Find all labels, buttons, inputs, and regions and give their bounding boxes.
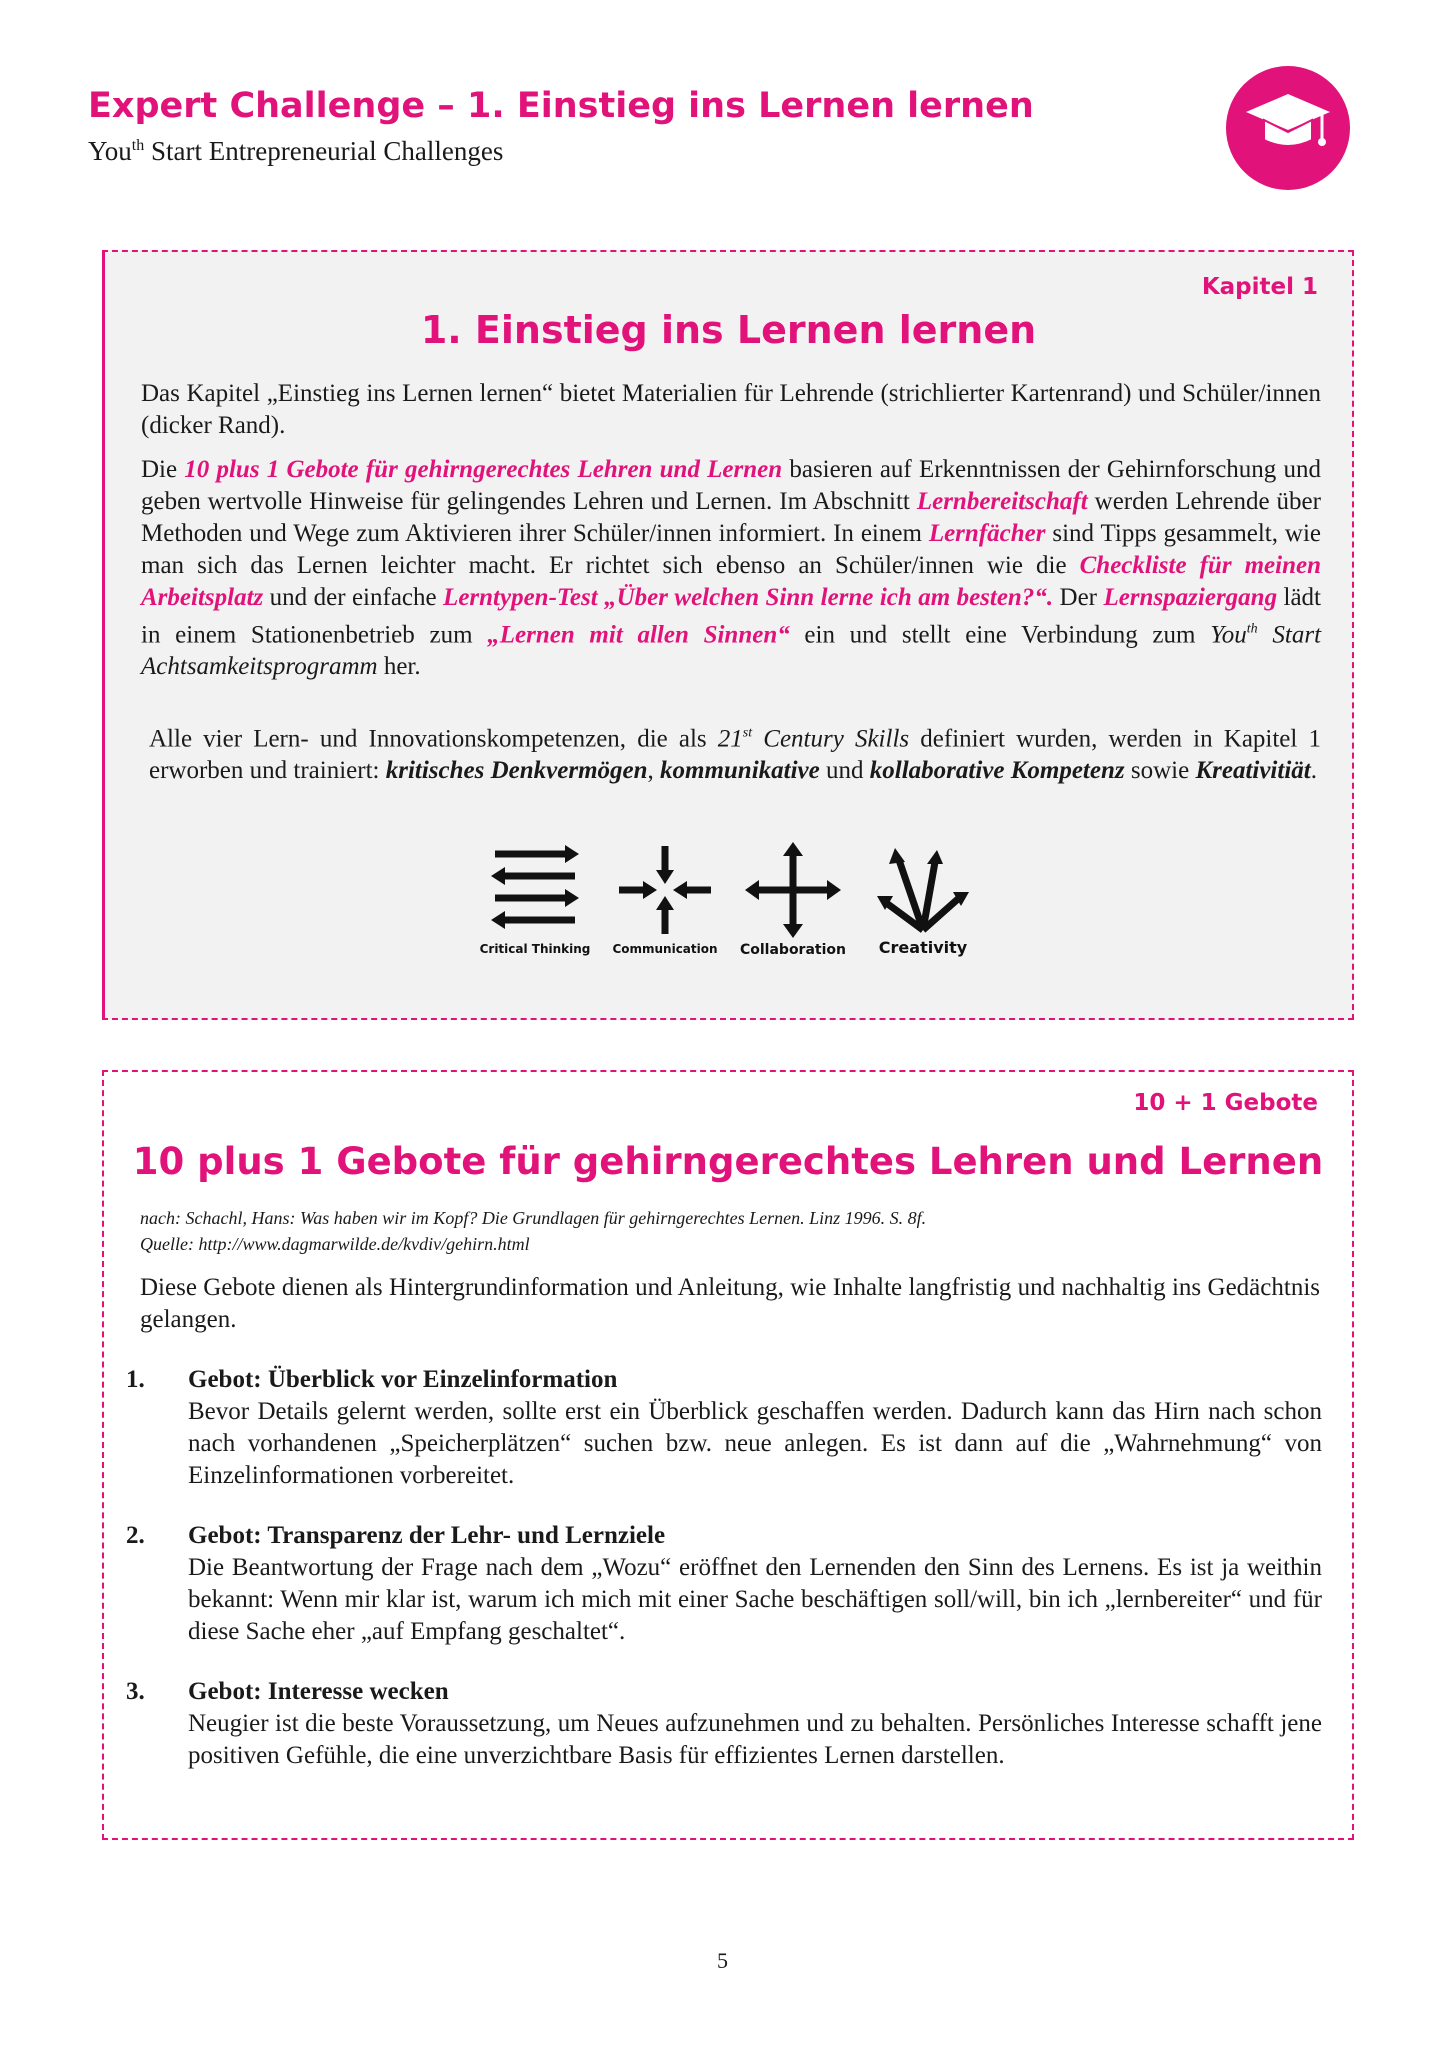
chapter-tag: Kapitel 1 <box>1201 274 1318 300</box>
commandments-card: 10 + 1 Gebote 10 plus 1 Gebote für gehirngerechtes Lehren und Lernen nach: Schachl, Hans: Was haben wir im Kopf? Die Grundlagen für gehirngerechtes Lernen. Linz 1996. S. 8f. Quelle: http://www.dagmarwilde.de/kvdiv/gehirn.html Diese Gebote dienen als Hintergrundinformation und Anleitung, wie Inhalte langfristig und nachhaltig ins Gedächtnis gelangen. 1. Gebot: Überblick vor Einzelinformation Bevor Details gelernt werden, sollte erst ein Überblick geschaffen werden. Dadurch kann das Hirn nach schon nach vorhandenen „Speicherplätzen“ suchen bzw. neue anlegen. Es ist dann auf die „Wahrnehmung“ von Einzelinformationen vorbereitet. 2. Gebot: Transparenz der Lehr- und Lernziele Die Beantwortung der Frage nach dem „Wozu“ eröffnet den Lernenden den Sinn des Lernens. Es ist ja weithin bekannt: Wenn mir klar ist, warum ich mich mit einer Sache beschäftigen soll/will, bin ich „lernbereiter“ und für diese Sache eher „auf Empfang geschaltet“. 3. Gebot: Interesse wecken Neugier ist die beste Voraussetzung, um Neues aufzunehmen und zu behalten. Persönliches Interesse schafft jene positiven Gefühle, die eine unverzichtbare Basis für effizientes Lernen darstellen. <box>102 1070 1354 1840</box>
graduation-cap-icon <box>1244 90 1332 160</box>
commandment-text: Die Beantwortung der Frage nach dem „Wozu“ eröffnet den Lernenden den Sinn des Lernens. Es ist ja weithin bekannt: Wenn mir klar ist, warum ich mich mit einer Sache beschäftigen soll/will, bin ich „lernbereiter“ und für diese Sache eher „auf Empfang geschaltet“. <box>188 1554 1322 1645</box>
chapter-title: 1. Einstieg ins Lernen lernen <box>420 308 1037 352</box>
commandment-text: Neugier ist die beste Voraussetzung, um Neues aufzunehmen und zu behalten. Persönliches Interesse schafft jene positiven Gefühle, die eine unverzichtbare Basis für effizientes Lernen darstellen. <box>188 1710 1322 1769</box>
skill-label: Critical Thinking <box>479 942 591 956</box>
commandments-intro: Diese Gebote dienen als Hintergrundinformation und Anleitung, wie Inhalte langfristig und nachhaltig ins Gedächtnis gelangen. <box>140 1274 1320 1333</box>
communication-icon <box>615 842 715 938</box>
critical-thinking-icon <box>485 842 585 938</box>
commandment-text: Bevor Details gelernt werden, sollte erst ein Überblick geschaffen werden. Dadurch kann das Hirn nach schon nach vorhandenen „Speicherplätzen“ suchen bzw. neue anlegen. Es ist dann auf die „Wahrnehmung“ von Einzelinformationen vorbereitet. <box>188 1398 1322 1489</box>
commandment-heading: Gebot: Interesse wecken <box>188 1678 449 1705</box>
skill-label: Creativity <box>878 938 968 957</box>
commandments-title: 10 plus 1 Gebote für gehirngerechtes Lehren und Lernen <box>132 1140 1324 1183</box>
logo <box>1226 66 1350 190</box>
source-citation: nach: Schachl, Hans: Was haben wir im Kopf? Die Grundlagen für gehirngerechtes Lernen. Linz 1996. S. 8f. <box>140 1208 927 1228</box>
creativity-icon <box>873 842 973 934</box>
skills-icons <box>479 842 1005 972</box>
source-url: Quelle: http://www.dagmarwilde.de/kvdiv/gehirn.html <box>140 1234 530 1254</box>
chapter-card <box>102 250 1354 1020</box>
skills-paragraph: Alle vier Lern- und Innovationskompetenzen, die als 21st Century Skills definiert wurden, werden in Kapitel 1 erworben und trainiert: kritisches Denkvermögen, kommunikative und kollaborative Kompetenz sowie Kreativitiät. <box>149 725 1321 785</box>
skill-collaboration <box>723 842 863 958</box>
skill-label: Communication <box>612 942 718 956</box>
skill-communication <box>595 842 735 956</box>
commandment-heading: Gebot: Überblick vor Einzelinformation <box>188 1366 618 1393</box>
skill-creativity <box>853 842 993 957</box>
commandments-tag: 10 + 1 Gebote <box>1133 1090 1318 1116</box>
chapter-intro: Das Kapitel „Einstieg ins Lernen lernen“ bietet Materialien für Lehrende (strichlierter Kartenrand) und Schüler/innen (dicker Rand). <box>141 380 1321 439</box>
skill-critical-thinking <box>465 842 605 956</box>
collaboration-icon <box>743 842 843 938</box>
document-subtitle: You$^{th}$ Start Entrepreneurial Challenges <box>88 136 504 166</box>
chapter-description: Die 10 plus 1 Gebote für gehirngerechtes Lehren und Lernen basieren auf Erkenntnissen der Gehirnforschung und geben wertvolle Hinweise für gelingendes Lehren und Lernen. Im Abschnitt Lernbereitschaft werden Lehrende über Methoden und Wege zum Aktivieren ihrer Schüler/innen informiert. In einem Lernfächer sind Tipps gesammelt, wie man sich das Lernen leichter macht. Er richtet sich ebenso an Schüler/innen wie die Checkliste für meinen Arbeitsplatz und der einfache Lerntypen-Test „Über welchen Sinn lerne ich am besten?“. Der Lernspaziergang lädt in einem Stationenbetrieb zum „Lernen mit allen Sinnen“ ein und stellt eine Verbindung zum You$^{th}$ Start Achtsamkeitsprogramm her. <box>141 456 1322 681</box>
commandment-heading: Gebot: Transparenz der Lehr- und Lernziele <box>188 1522 666 1549</box>
document-title: Expert Challenge – 1. Einstieg ins Lernen lernen <box>88 86 1034 126</box>
page-number: 5 <box>717 1948 728 1973</box>
skill-label: Collaboration <box>739 942 846 958</box>
